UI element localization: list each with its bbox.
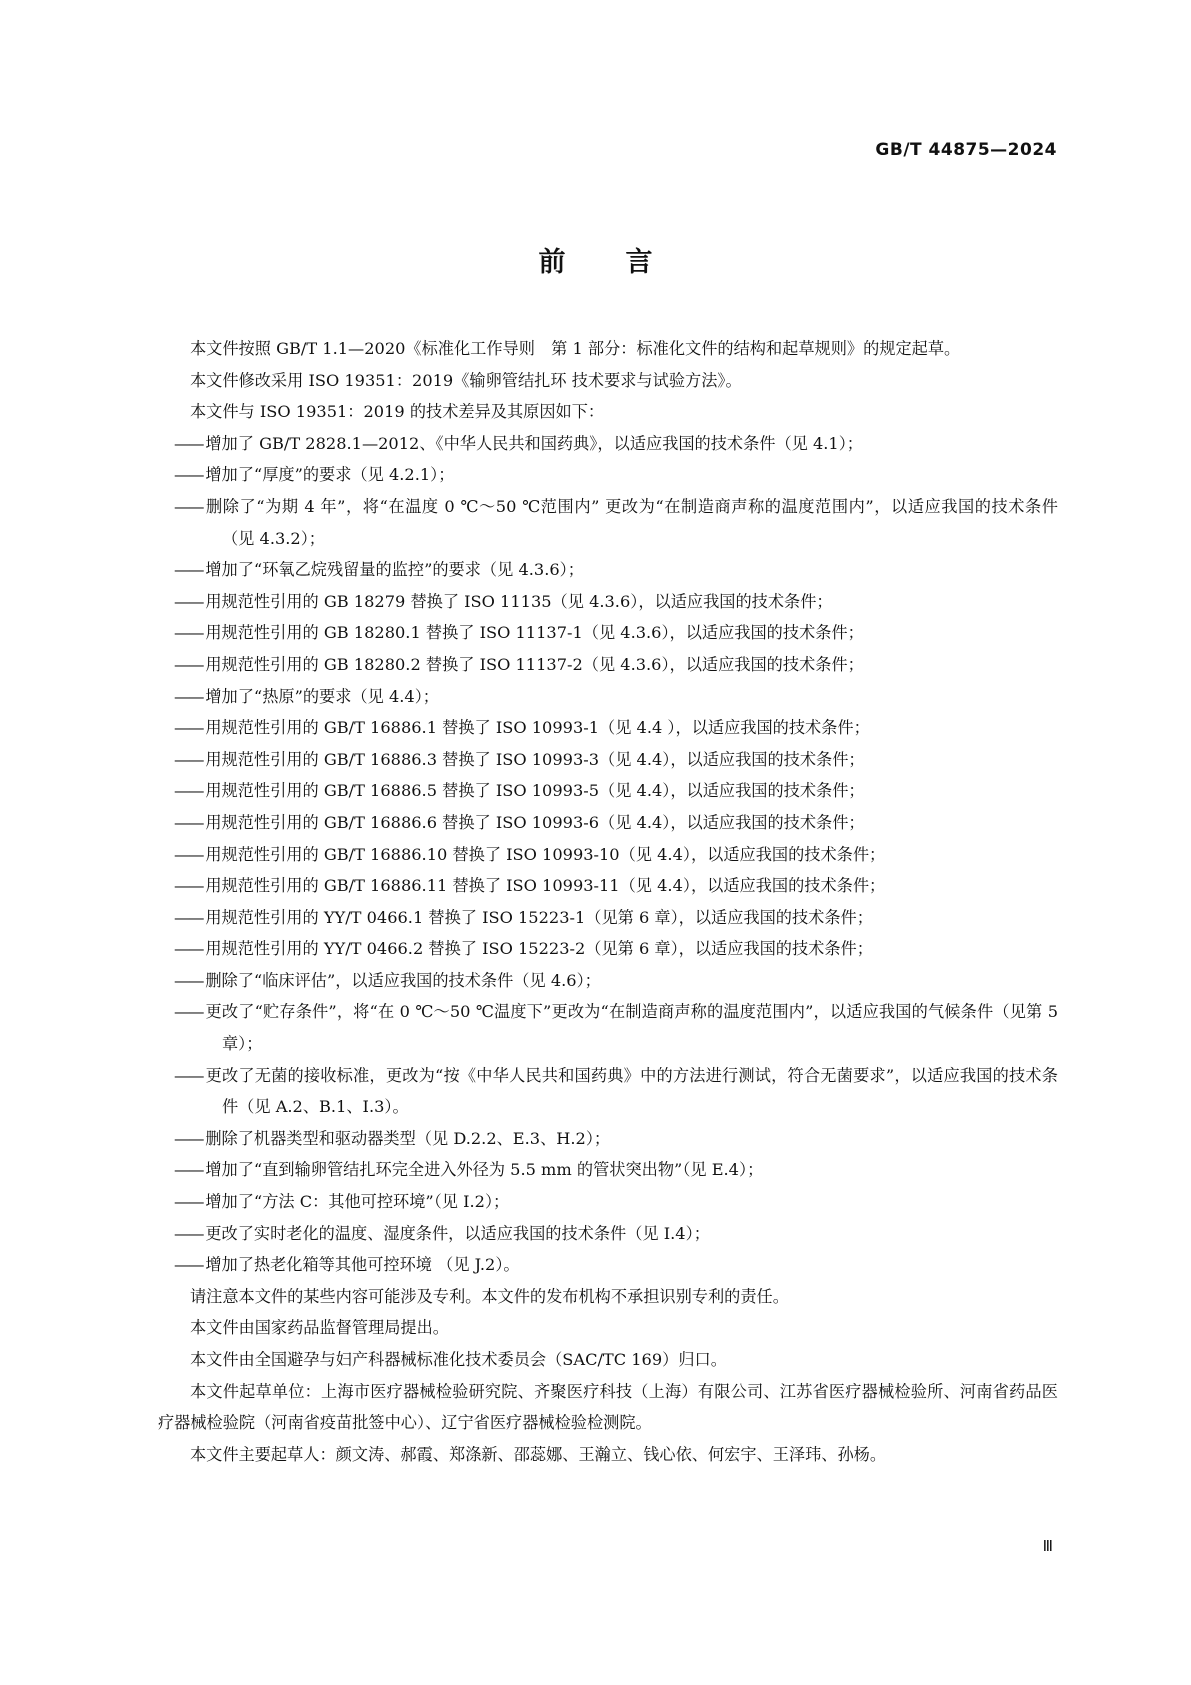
difference-item: —— 用规范性引用的 GB 18280.2 替换了 ISO 11137-2（见 4.3.6），以适应我国的技术条件； — [158, 649, 1058, 681]
page-title: 前言 — [538, 247, 713, 278]
difference-item: —— 用规范性引用的 GB/T 16886.6 替换了 ISO 10993-6（见 4.4），以适应我国的技术条件； — [158, 807, 1058, 839]
difference-item: —— 用规范性引用的 GB/T 16886.5 替换了 ISO 10993-5（见 4.4），以适应我国的技术条件； — [158, 775, 1058, 807]
intro-paragraph: 本文件修改采用 ISO 19351：2019《输卵管结扎环 技术要求与试验方法》。 — [190, 370, 742, 390]
difference-item: —— 增加了“方法 C：其他可控环境”（见 I.2）； — [158, 1186, 1058, 1218]
page-number: Ⅲ — [1042, 1537, 1053, 1555]
standard-number: GB/T 44875—2024 — [875, 140, 1057, 160]
document-body — [158, 333, 1058, 1470]
difference-item: —— 用规范性引用的 GB/T 16886.11 替换了 ISO 10993-11（见 4.4），以适应我国的技术条件； — [158, 870, 1058, 902]
closing-paragraph: 本文件由国家药品监督管理局提出。 — [190, 1318, 449, 1338]
difference-item: —— 更改了“贮存条件”，将“在 0 ℃～50 ℃温度下”更改为“在制造商声称的温度范围内”，以适应我国的气候条件（见第 5 章）； — [158, 996, 1058, 1059]
difference-item: —— 用规范性引用的 YY/T 0466.2 替换了 ISO 15223-2（见第 6 章），以适应我国的技术条件； — [158, 933, 1058, 965]
closing-paragraph: 本文件由全国避孕与妇产科器械标准化技术委员会（SAC/TC 169）归口。 — [190, 1350, 727, 1369]
difference-item: —— 用规范性引用的 GB/T 16886.1 替换了 ISO 10993-1（见 4.4 ），以适应我国的技术条件； — [158, 712, 1058, 744]
closing-paragraph: 本文件起草单位：上海市医疗器械检验研究院、齐聚医疗科技（上海）有限公司、江苏省医疗器械检验所、河南省药品医疗器械检验院（河南省疫苗批签中心）、辽宁省医疗器械检验检测院。 — [158, 1381, 1058, 1433]
difference-item: —— 增加了热老化箱等其他可控环境 （见 J.2）。 — [158, 1249, 1058, 1281]
difference-item: —— 用规范性引用的 GB 18280.1 替换了 ISO 11137-1（见 4.3.6），以适应我国的技术条件； — [158, 617, 1058, 649]
difference-item: —— 更改了实时老化的温度、湿度条件，以适应我国的技术条件（见 I.4）； — [158, 1218, 1058, 1250]
difference-item: —— 增加了 GB/T 2828.1—2012、《中华人民共和国药典》，以适应我国的技术条件（见 4.1）； — [158, 428, 1058, 460]
closing-paragraph: 本文件主要起草人：颜文涛、郝霞、郑涤新、邵蕊娜、王瀚立、钱心依、何宏宇、王泽玮、孙杨。 — [190, 1444, 887, 1464]
difference-item: —— 删除了“为期 4 年”，将“在温度 0 ℃～50 ℃范围内” 更改为“在制造商声称的温度范围内”，以适应我国的技术条件（见 4.3.2）； — [158, 491, 1058, 554]
intro-paragraph: 本文件按照 GB/T 1.1—2020《标准化工作导则 第 1 部分：标准化文件的结构和起草规则》的规定起草。 — [190, 339, 961, 358]
difference-item: —— 增加了“热原”的要求（见 4.4）； — [158, 681, 1058, 713]
difference-item: —— 用规范性引用的 GB/T 16886.3 替换了 ISO 10993-3（见 4.4），以适应我国的技术条件； — [158, 744, 1058, 776]
difference-item: —— 更改了无菌的接收标准，更改为“按《中华人民共和国药典》中的方法进行测试，符合无菌要求”，以适应我国的技术条件（见 A.2、B.1、I.3）。 — [158, 1060, 1058, 1123]
difference-item: —— 增加了“环氧乙烷残留量的监控”的要求（见 4.3.6）； — [158, 554, 1058, 586]
difference-item: —— 用规范性引用的 GB/T 16886.10 替换了 ISO 10993-10（见 4.4），以适应我国的技术条件； — [158, 839, 1058, 871]
closing-paragraph: 请注意本文件的某些内容可能涉及专利。本文件的发布机构不承担识别专利的责任。 — [190, 1286, 789, 1306]
difference-item: —— 删除了“临床评估”，以适应我国的技术条件（见 4.6）； — [158, 965, 1058, 997]
difference-item: —— 用规范性引用的 GB 18279 替换了 ISO 11135（见 4.3.6），以适应我国的技术条件； — [158, 586, 1058, 618]
difference-item: —— 增加了“厚度”的要求（见 4.2.1）； — [158, 459, 1058, 491]
difference-item: —— 删除了机器类型和驱动器类型（见 D.2.2、E.3、H.2）； — [158, 1123, 1058, 1155]
intro-paragraph: 本文件与 ISO 19351：2019 的技术差异及其原因如下： — [190, 402, 605, 422]
difference-item: —— 用规范性引用的 YY/T 0466.1 替换了 ISO 15223-1（见第 6 章），以适应我国的技术条件； — [158, 902, 1058, 934]
difference-item: —— 增加了“直到输卵管结扎环完全进入外径为 5.5 mm 的管状突出物”（见 E.4）； — [158, 1154, 1058, 1186]
